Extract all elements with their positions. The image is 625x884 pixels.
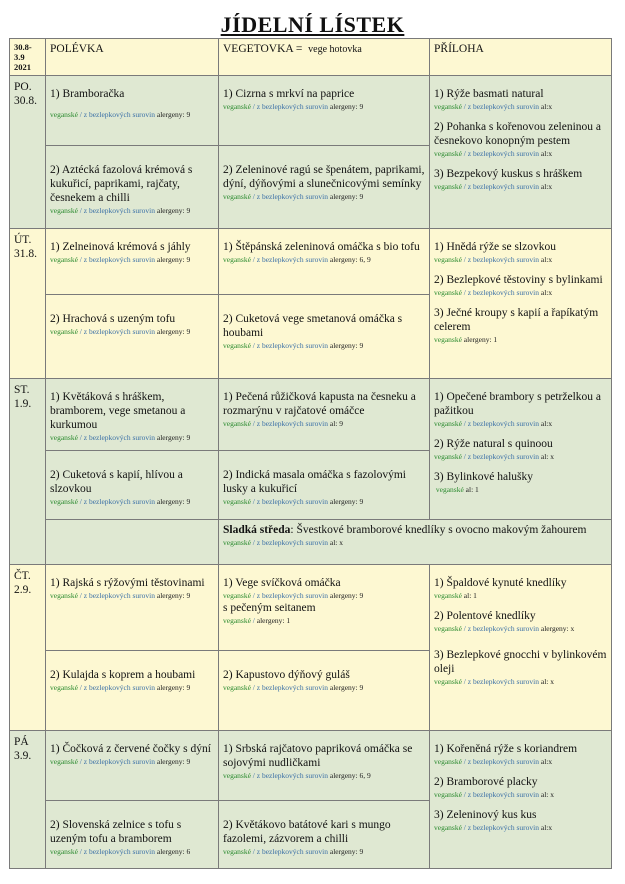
dish-note: veganské / z bezlepkových surovin alergeny: 9 <box>50 255 191 264</box>
dish-name: 3) Bylinkové halušky <box>434 471 534 483</box>
special-cell <box>219 520 612 565</box>
dish-note: veganské / z bezlepkových surovin al:x <box>434 182 553 191</box>
dish-note: veganské / z bezlepkových surovin al: x <box>223 538 343 547</box>
soup-cell <box>46 229 219 295</box>
dish-note: veganské / z bezlepkových surovin alergeny: 9 <box>50 497 191 506</box>
dish-name: 1) Kořeněná rýže s koriandrem <box>434 743 578 755</box>
dish-extra: s pečeným seitanem <box>223 602 316 614</box>
dish-name: 2) Bramborové placky <box>434 776 538 788</box>
dish-note: veganské / z bezlepkových surovin al: x <box>434 452 554 461</box>
dish-name: 2) Bezlepkové těstoviny s bylinkami <box>434 274 603 286</box>
dish-note: veganské / z bezlepkových surovin alergeny: 6 <box>50 847 191 856</box>
dish-name: 1) Květáková s hráškem, bramborem, vege smetanou a kurkumou <box>50 391 186 431</box>
dish-note: veganské / z bezlepkových surovin al:x <box>434 288 553 297</box>
dish-note: veganské / z bezlepkových surovin al: x <box>434 677 554 686</box>
day-row <box>10 76 612 146</box>
dish-note: veganské / z bezlepkových surovin alergeny: 9 <box>50 110 191 119</box>
dish-name: 2) Indická masala omáčka s fazolovými lusky a kukuřicí <box>223 469 406 495</box>
dish-name: 2) Cuketová s kapií, hlívou a slzovkou <box>50 469 183 495</box>
dish-name: 1) Bramboračka <box>50 88 125 100</box>
day-cell: ČT. 2.9. <box>10 565 46 731</box>
day-row <box>10 379 612 451</box>
side-cell <box>430 229 612 379</box>
dish-name: 3) Bezpekový kuskus s hráškem <box>434 168 583 180</box>
dish-name: 2) Hrachová s uzeným tofu <box>50 313 176 325</box>
day-cell: ST. 1.9. <box>10 379 46 565</box>
soup-cell <box>46 731 219 801</box>
dish-note: veganské alergeny: 1 <box>434 335 498 344</box>
main-cell <box>219 229 430 295</box>
col-header-soup: POLÉVKA <box>46 39 219 76</box>
dish-name: 3) Ječné kroupy s kapií a řapíkatým celerem <box>434 307 599 333</box>
date-range: 30.8-3.9 2021 <box>10 39 46 76</box>
side-cell <box>430 731 612 869</box>
dish-note: veganské / z bezlepkových surovin alergeny: 6, 9 <box>223 771 371 780</box>
soup-cell <box>46 295 219 379</box>
soup-cell <box>46 146 219 229</box>
dish-note: veganské / z bezlepkových surovin alergeny: 9 <box>50 757 191 766</box>
dish-note: veganské / alergeny: 1 <box>223 616 291 625</box>
side-cell <box>430 565 612 731</box>
dish-name: 2) Kapustovo dýňový guláš <box>223 669 350 681</box>
dish-name: 2) Květákovo batátové kari s mungo fazolemi, zázvorem a chilli <box>223 819 391 845</box>
dish-note: veganské / z bezlepkových surovin al:x <box>434 757 553 766</box>
dish-name: 2) Rýže natural s quinoou <box>434 438 553 450</box>
dish-note: veganské / z bezlepkových surovin al:x <box>434 149 553 158</box>
main-cell <box>219 146 430 229</box>
dish-note: veganské / z bezlepkových surovin al:x <box>434 419 553 428</box>
header-row <box>10 39 612 76</box>
dish-name: 1) Štěpánská zeleninová omáčka s bio tofu <box>223 241 420 253</box>
dish-note: veganské / z bezlepkových surovin alergeny: 9 <box>223 497 364 506</box>
dish-note: veganské / z bezlepkových surovin alergeny: 9 <box>223 683 364 692</box>
page-title: JÍDELNÍ LÍSTEK <box>220 12 405 37</box>
dish-name: 1) Rajská s rýžovými těstovinami <box>50 577 205 589</box>
dish-name: 1) Rýže basmati natural <box>434 88 544 100</box>
dish-note: veganské / z bezlepkových surovin alergeny: 9 <box>50 206 191 215</box>
dish-note: veganské / z bezlepkových surovin alergeny: 6, 9 <box>223 255 371 264</box>
dish-name: 2) Pohanka s kořenovou zeleninou a česnekovo konopným pestem <box>434 121 602 147</box>
col-header-side: PŘÍLOHA <box>430 39 612 76</box>
day-cell: PÁ 3.9. <box>10 731 46 869</box>
dish-note: veganské / z bezlepkových surovin alergeny: 9 <box>50 433 191 442</box>
day-cell: PO. 30.8. <box>10 76 46 229</box>
dish-name: 1) Srbská rajčatovo papriková omáčka se sojovými nudličkami <box>223 743 413 769</box>
empty-cell <box>46 520 219 565</box>
soup-cell <box>46 801 219 869</box>
dish-name: 1) Pečená růžičková kapusta na česneku a rozmarýnu v rajčatové omáčce <box>223 391 416 417</box>
dish-name: 1) Cizrna s mrkví na paprice <box>223 88 355 100</box>
side-cell <box>430 76 612 229</box>
dish-note: veganské al: 1 <box>435 485 479 494</box>
soup-cell <box>46 565 219 651</box>
dish-name: 2) Aztécká fazolová krémová s kukuřicí, paprikami, rajčaty, česnekem a chilli <box>50 164 193 204</box>
dish-name: 1) Čočková z červené čočky s dýní <box>50 743 211 755</box>
main-cell <box>219 731 430 801</box>
dish-note: veganské / z bezlepkových surovin alergeny: 9 <box>50 591 191 600</box>
dish-name: 2) Kulajda s koprem a houbami <box>50 669 196 681</box>
dish-name: 1) Špaldové kynuté knedlíky <box>434 577 567 589</box>
dish-note: veganské / z bezlepkových surovin al:x <box>434 102 553 111</box>
dish-name: 3) Zeleninový kus kus <box>434 809 537 821</box>
dish-name: 1) Zelneinová krémová s jáhly <box>50 241 191 253</box>
dish-note: veganské / z bezlepkových surovin al:x <box>434 255 553 264</box>
dish-note: veganské / z bezlepkových surovin alergeny: x <box>434 624 575 633</box>
main-cell <box>219 295 430 379</box>
dish-note: veganské / z bezlepkových surovin al:x <box>434 823 553 832</box>
main-cell <box>219 565 430 651</box>
dish-name: 1) Vege svíčková omáčka <box>223 577 341 589</box>
dish-note: veganské / z bezlepkových surovin al: 9 <box>223 419 343 428</box>
dish-note: veganské al: 1 <box>434 591 477 600</box>
soup-cell <box>46 651 219 731</box>
dish-note: veganské / z bezlepkových surovin alergeny: 9 <box>223 192 364 201</box>
dish-note: veganské / z bezlepkových surovin al: x <box>434 790 554 799</box>
dish-note: veganské / z bezlepkových surovin alergeny: 9 <box>223 341 364 350</box>
day-row <box>10 565 612 651</box>
day-cell: ÚT. 31.8. <box>10 229 46 379</box>
dish-name: 2) Slovenská zelnice s tofu s uzeným tofu a bramborem <box>50 819 182 845</box>
dish-note: veganské / z bezlepkových surovin alergeny: 9 <box>223 591 364 600</box>
day-row <box>10 731 612 801</box>
dish-note: veganské / z bezlepkových surovin alergeny: 9 <box>50 683 191 692</box>
dish-name: 1) Opečené brambory s petrželkou a pažitkou <box>434 391 601 417</box>
menu-table <box>9 38 612 869</box>
main-cell <box>219 451 430 520</box>
day-row <box>10 229 612 295</box>
soup-cell <box>46 76 219 146</box>
main-cell <box>219 801 430 869</box>
dish-note: veganské / z bezlepkových surovin alergeny: 9 <box>223 102 364 111</box>
dish-note: veganské / z bezlepkových surovin alergeny: 9 <box>50 327 191 336</box>
soup-cell <box>46 451 219 520</box>
special-dish: Sladká středa: Švestkové bramborové knedlíky s ovocno makovým žahourem <box>223 524 587 536</box>
dish-name: 2) Polentové knedlíky <box>434 610 536 622</box>
main-cell <box>219 379 430 451</box>
soup-cell <box>46 379 219 451</box>
dish-name: 2) Zeleninové ragú se špenátem, paprikami, dýní, dýňovými a slunečnicovými semínky <box>223 164 425 190</box>
dish-name: 2) Cuketová vege smetanová omáčka s houbami <box>223 313 403 339</box>
side-cell <box>430 379 612 520</box>
main-cell <box>219 651 430 731</box>
dish-note: veganské / z bezlepkových surovin alergeny: 9 <box>223 847 364 856</box>
dish-name: 3) Bezlepkové gnocchi v bylinkovém oleji <box>434 649 607 675</box>
col-header-main: VEGETOVKA = vege hotovka <box>219 39 430 76</box>
special-row <box>10 520 612 565</box>
dish-name: 1) Hnědá rýže se slzovkou <box>434 241 556 253</box>
main-cell <box>219 76 430 146</box>
